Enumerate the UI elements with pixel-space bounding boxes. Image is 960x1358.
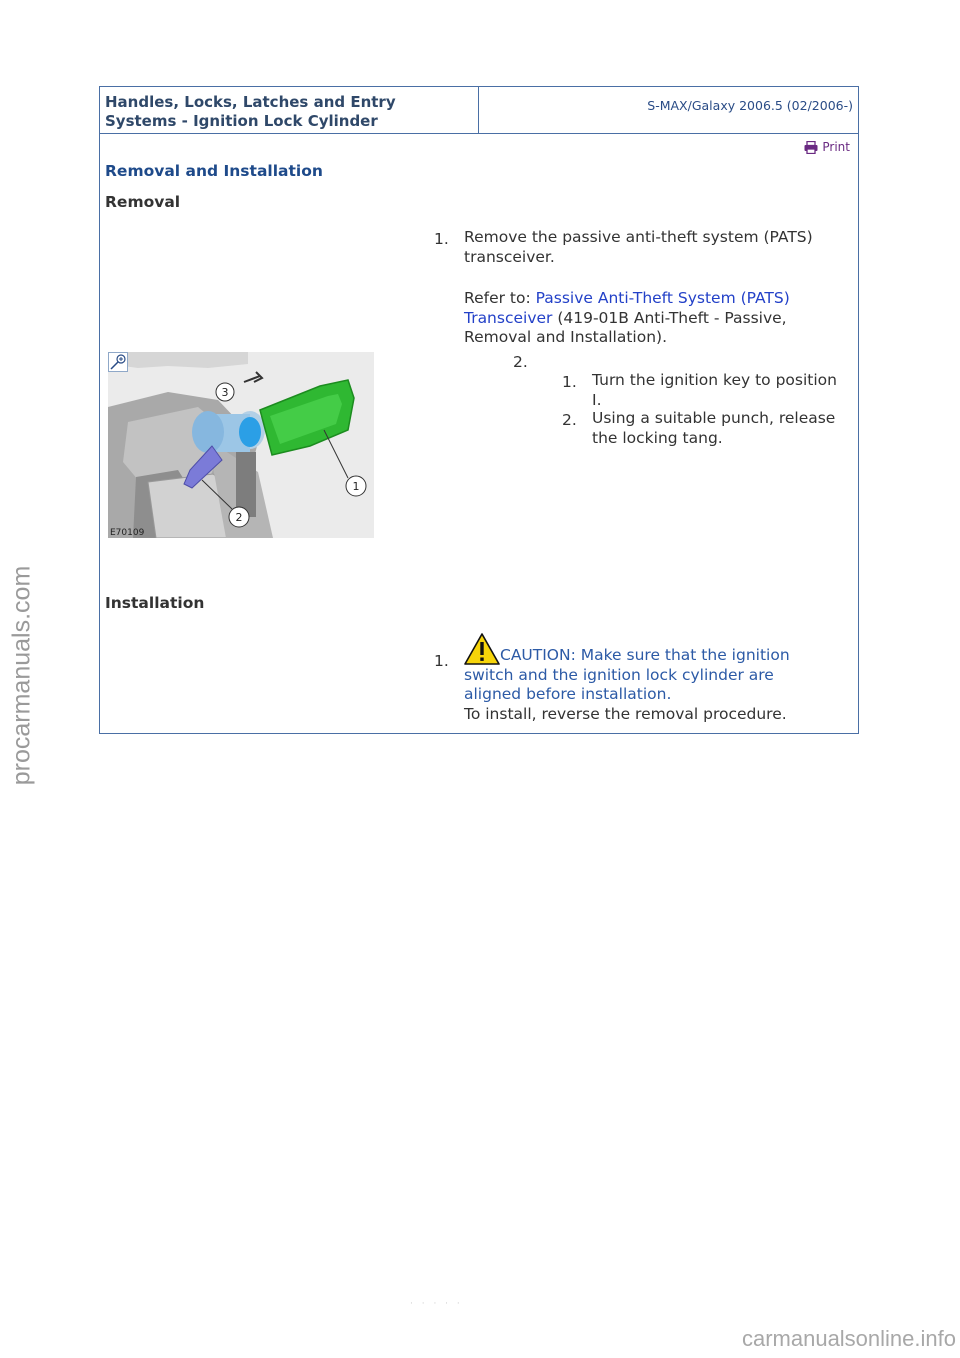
pats-transceiver-link-cont[interactable]: Transceiver [464,308,553,327]
removal-step-1-line-1: Remove the passive anti-theft system (PATS) [464,228,813,246]
warning-icon [464,633,500,665]
installation-step-1 [464,633,790,724]
zoom-in-icon[interactable] [108,352,128,372]
svg-text:2: 2 [235,511,243,524]
substep-2 [592,409,835,448]
removal-step-1-line-2: transceiver. [464,247,555,266]
removal-step-2-number: 2. [513,353,528,371]
removal-step-1 [464,228,813,267]
figure-code: E70109 [110,528,145,538]
bottom-watermark: carmanualsonline.info [741,1326,956,1351]
footer-dots: · · · · · [410,1299,463,1309]
substep-2-line-1: Using a suitable punch, release [592,409,836,427]
installation-step-1-number: 1. [434,652,449,670]
substep-2-number: 2. [562,411,577,429]
page-header [100,87,858,134]
installation-instruction: To install, reverse the removal procedure. [464,704,787,723]
ignition-lock-illustration [108,352,374,538]
svg-text:1: 1 [352,480,360,493]
page-title [100,87,479,133]
vehicle-model: S-MAX/Galaxy 2006.5 (02/2006-) [647,98,853,113]
substep-1 [592,371,837,410]
refer-to-line-3: Removal and Installation). [464,328,668,346]
refer-to-suffix: (419-01B Anti-Theft - Passive, [552,308,787,327]
caution-line-3: aligned before installation. [464,685,672,703]
substep-1-line-2: I. [592,390,602,409]
ignition-lock-figure [108,352,374,538]
substep-2-line-2: the locking tang. [592,428,723,447]
side-watermark-text: procarmanuals.com [7,565,36,785]
page-title-line-1: Handles, Locks, Latches and Entry [105,93,396,111]
svg-text:3: 3 [221,386,229,399]
removal-heading: Removal [105,193,181,211]
print-button[interactable] [804,140,850,154]
installation-heading: Installation [105,594,205,612]
removal-step-1-number: 1. [434,230,449,248]
manual-page [99,86,859,734]
print-label: Print [822,140,850,154]
refer-to-label: Refer to: [464,289,536,307]
section-title: Removal and Installation [105,162,323,180]
side-watermark [2,560,42,790]
refer-to-block [464,289,790,348]
caution-line-2: switch and the ignition lock cylinder are [464,665,774,684]
page-title-line-2: Systems - Ignition Lock Cylinder [105,112,378,130]
pats-transceiver-link[interactable]: Passive Anti-Theft System (PATS) [535,289,790,307]
caution-line-1: CAUTION: Make sure that the ignition [500,646,790,664]
printer-icon [804,141,818,154]
substep-1-line-1: Turn the ignition key to position [592,371,837,389]
substep-1-number: 1. [562,373,577,391]
